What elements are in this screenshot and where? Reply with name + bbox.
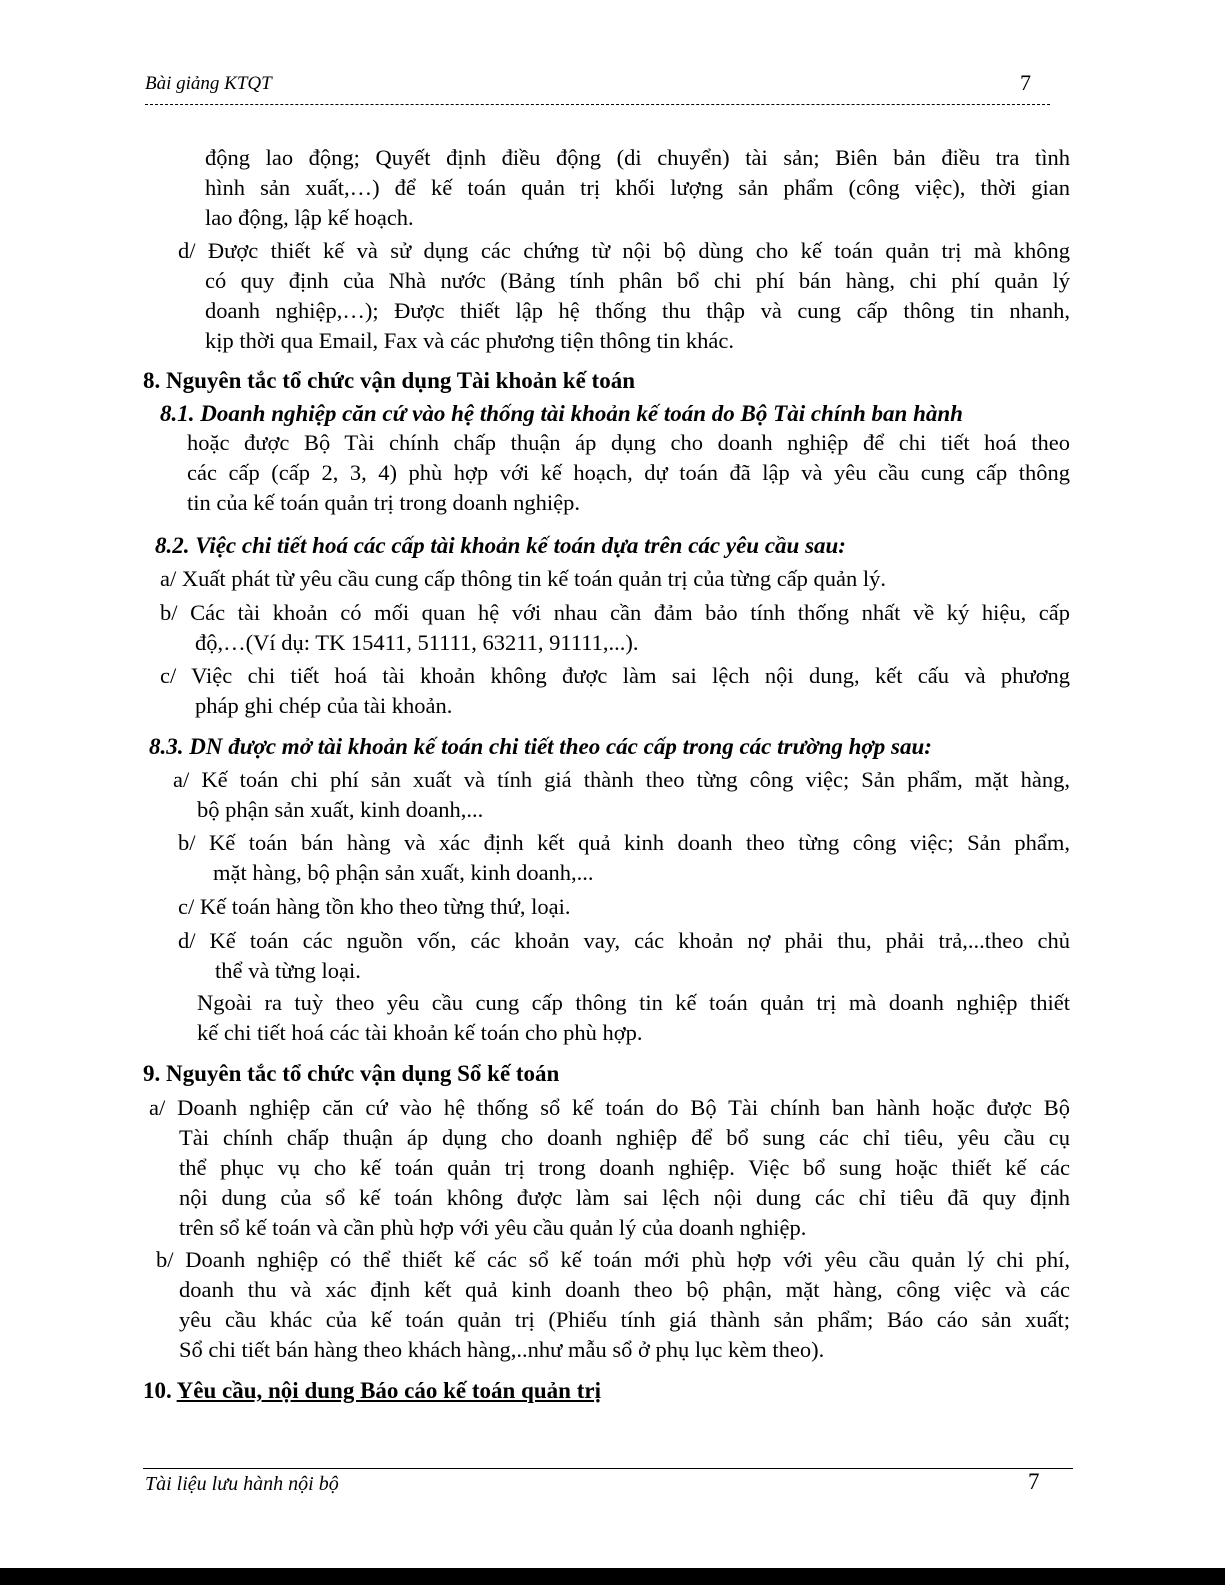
text-line: thể và từng loại. <box>215 958 361 983</box>
text-line: tin của kế toán quản trị trong doanh nghiệp. <box>187 490 581 515</box>
section-8-1-body <box>187 428 1070 518</box>
section-8-1-heading: 8.1. Doanh nghiệp căn cứ vào hệ thống tài khoản kế toán do Bộ Tài chính ban hành <box>160 401 963 426</box>
text-line: lao động, lập kế hoạch. <box>205 205 414 230</box>
text-line: doanh thu và xác định kết quả kinh doanh theo bộ phận, mặt hàng, công việc và các <box>179 1277 1070 1302</box>
section-8-3-item-d <box>178 926 1070 986</box>
text-line: động lao động; Quyết định điều động (di chuyển) tài sản; Biên bản điều tra tình <box>205 145 1070 170</box>
header-page-number: 7 <box>1020 70 1031 95</box>
section-8-3-item-c <box>178 892 1070 922</box>
section-9-heading: 9. Nguyên tắc tổ chức vận dụng Sổ kế toán <box>143 1061 560 1086</box>
text-line: thể phục vụ cho kế toán quản trị trong doanh nghiệp. Việc bổ sung hoặc thiết kế các <box>179 1155 1070 1180</box>
footer-page-number: 7 <box>1028 1469 1040 1494</box>
text-line: độ,…(Ví dụ: TK 15411, 51111, 63211, 91111,...). <box>195 630 639 655</box>
text-line: hình sản xuất,…) để kế toán quản trị khối lượng sản phẩm (công việc), thời gian <box>205 175 1070 200</box>
section-9-item-a <box>149 1093 1070 1243</box>
text-line: pháp ghi chép của tài khoản. <box>195 693 453 718</box>
section-10-title: Yêu cầu, nội dung Báo cáo kế toán quản trị <box>176 1378 601 1403</box>
text-line: a/ Doanh nghiệp căn cứ vào hệ thống sổ kế toán do Bộ Tài chính ban hành hoặc được Bộ <box>149 1095 1070 1120</box>
text-line: các cấp (cấp 2, 3, 4) phù hợp với kế hoạch, dự toán đã lập và yêu cầu cung cấp thông <box>187 460 1070 485</box>
text-line: b/ Các tài khoản có mối quan hệ với nhau cần đảm bảo tính thống nhất về ký hiệu, cấp <box>160 600 1070 625</box>
section-8-3-note <box>197 988 1070 1048</box>
item-d <box>178 236 1070 356</box>
section-8-2-item-c <box>160 661 1070 721</box>
text-line: doanh nghiệp,…); Được thiết lập hệ thống thu thập và cung cấp thông tin nhanh, <box>205 298 1070 323</box>
section-8-3-item-a <box>173 765 1070 825</box>
text-line: d/ Được thiết kế và sử dụng các chứng từ nội bộ dùng cho kế toán quản trị mà không <box>178 238 1070 263</box>
text-line: a/ Xuất phát từ yêu cầu cung cấp thông tin kế toán quản trị của từng cấp quản lý. <box>160 566 887 591</box>
text-line: b/ Kế toán bán hàng và xác định kết quả kinh doanh theo từng công việc; Sản phẩm, <box>178 830 1070 855</box>
section-8-3-item-b <box>178 828 1070 888</box>
item-c-continuation <box>205 143 1070 233</box>
page-bottom-edge <box>0 1568 1225 1585</box>
text-line: kịp thời qua Email, Fax và các phương tiện thông tin khác. <box>205 328 735 353</box>
text-line: d/ Kế toán các nguồn vốn, các khoản vay, các khoản nợ phải thu, phải trả,...theo chủ <box>178 928 1070 953</box>
text-line: hoặc được Bộ Tài chính chấp thuận áp dụng cho doanh nghiệp để chi tiết hoá theo <box>187 430 1070 455</box>
section-9-item-b <box>156 1245 1070 1365</box>
text-line: b/ Doanh nghiệp có thể thiết kế các sổ kế toán mới phù hợp với yêu cầu quản lý chi phí, <box>156 1247 1070 1272</box>
text-line: c/ Việc chi tiết hoá tài khoản không được làm sai lệch nội dung, kết cấu và phương <box>160 663 1070 688</box>
footer-divider <box>143 1468 1073 1469</box>
header-title: Bài giảng KTQT <box>145 73 272 94</box>
section-8-2-heading: 8.2. Việc chi tiết hoá các cấp tài khoản kế toán dựa trên các yêu cầu sau: <box>155 533 846 558</box>
text-line: bộ phận sản xuất, kinh doanh,... <box>197 797 484 822</box>
text-line: c/ Kế toán hàng tồn kho theo từng thứ, loại. <box>178 894 571 919</box>
section-10-number: 10. <box>143 1378 177 1403</box>
text-line: Sổ chi tiết bán hàng theo khách hàng,..như mẫu sổ ở phụ lục kèm theo). <box>179 1337 825 1362</box>
text-line: a/ Kế toán chi phí sản xuất và tính giá thành theo từng công việc; Sản phẩm, mặt hàng, <box>173 767 1070 792</box>
text-line: kế chi tiết hoá các tài khoản kế toán cho phù hợp. <box>197 1020 643 1045</box>
text-line: yêu cầu khác của kế toán quản trị (Phiếu tính giá thành sản phẩm; Báo cáo sản xuất; <box>179 1307 1070 1332</box>
section-8-2-item-a <box>160 564 1070 594</box>
footer-title: Tài liệu lưu hành nội bộ <box>145 1473 339 1495</box>
text-line: mặt hàng, bộ phận sản xuất, kinh doanh,... <box>213 860 594 885</box>
section-8-2-item-b <box>160 598 1070 658</box>
text-line: có quy định của Nhà nước (Bảng tính phân bổ chi phí bán hàng, chi phí quản lý <box>205 268 1070 293</box>
text-line: trên sổ kế toán và cần phù hợp với yêu cầu quản lý của doanh nghiệp. <box>179 1215 807 1240</box>
text-line: nội dung của sổ kế toán không được làm sai lệch nội dung các chỉ tiêu đã quy định <box>179 1185 1070 1210</box>
text-line: Ngoài ra tuỳ theo yêu cầu cung cấp thông tin kế toán quản trị mà doanh nghiệp thiết <box>197 990 1070 1015</box>
section-8-3-heading: 8.3. DN được mở tài khoản kế toán chi tiết theo các cấp trong các trường hợp sau: <box>149 734 932 759</box>
section-8-heading: 8. Nguyên tắc tổ chức vận dụng Tài khoản kế toán <box>143 368 635 393</box>
text-line: Tài chính chấp thuận áp dụng cho doanh nghiệp để bổ sung các chỉ tiêu, yêu cầu cụ <box>179 1125 1070 1150</box>
header-divider <box>145 104 1050 105</box>
section-10-heading <box>143 1376 601 1406</box>
